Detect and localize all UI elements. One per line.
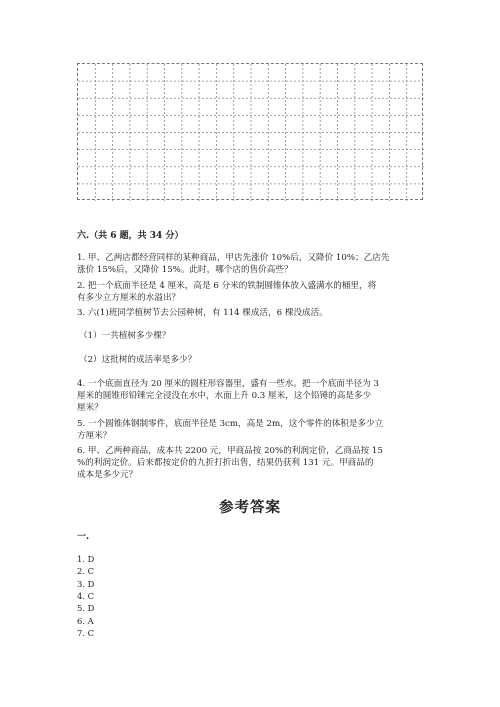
answer-item: 3. D bbox=[77, 578, 95, 589]
answer-item: 7. C bbox=[77, 627, 95, 638]
answer-item: 4. C bbox=[77, 590, 95, 601]
question-line: 厘米的圆锥形铅锤完全浸没在水中，水面上升 0.3 厘米，这个铅锤的高是多少 bbox=[77, 391, 372, 401]
question-line: 6. 甲、乙两种商品，成本共 2200 元，甲商品按 20%的利润定价，乙商品按 15 bbox=[77, 446, 383, 456]
answer-key-title: 参考答案 bbox=[219, 499, 281, 516]
answer-key-subtitle: 一. bbox=[77, 532, 90, 542]
question-line: 方厘米？ bbox=[77, 431, 112, 441]
question-line: 1. 甲、乙两店都经营同样的某种商品，甲店先涨价 10%后，又降价 10%；乙店先 bbox=[77, 253, 390, 263]
question-line: 厘米？ bbox=[77, 403, 103, 413]
question-line: （2）这批树的成活率是多少？ bbox=[79, 355, 197, 365]
answer-item: 5. D bbox=[77, 603, 95, 614]
answer-item: 6. A bbox=[77, 615, 94, 626]
answer-item: 1. D bbox=[77, 554, 95, 564]
question-line: 有多少立方厘米的水溢出？ bbox=[77, 293, 181, 303]
question-line: 5. 一个圆锥体钢制零件，底面半径是 3cm，高是 2m，这个零件的体积是多少立 bbox=[77, 419, 384, 429]
question-line: （1）一共植树多少棵？ bbox=[79, 331, 171, 341]
section-title: 六.（共 6 题，共 34 分） bbox=[77, 231, 184, 241]
question-line: %的利润定价。后来都按定价的九折打折出售，结果仍获利 131 元。甲商品的 bbox=[77, 458, 374, 468]
question-line: 成本是多少元？ bbox=[77, 470, 138, 480]
question-line: 2. 把一个底面半径是 4 厘米，高是 6 分米的铁制圆锥体放入盛满水的桶里，将 bbox=[77, 281, 377, 291]
question-line: 3. 六(1)班同学植树节去公园种树，有 114 棵成活，6 棵没成活。 bbox=[77, 308, 328, 318]
question-line: 4. 一个底面直径为 20 厘米的圆柱形容器里，盛有一些水。把一个底面半径为 3 bbox=[77, 379, 379, 389]
grid-lines bbox=[78, 64, 424, 201]
answer-grid bbox=[77, 63, 423, 200]
answer-item: 2. C bbox=[77, 566, 95, 577]
question-line: 涨价 15%后，又降价 15%。此时，哪个店的售价高些？ bbox=[77, 265, 293, 275]
